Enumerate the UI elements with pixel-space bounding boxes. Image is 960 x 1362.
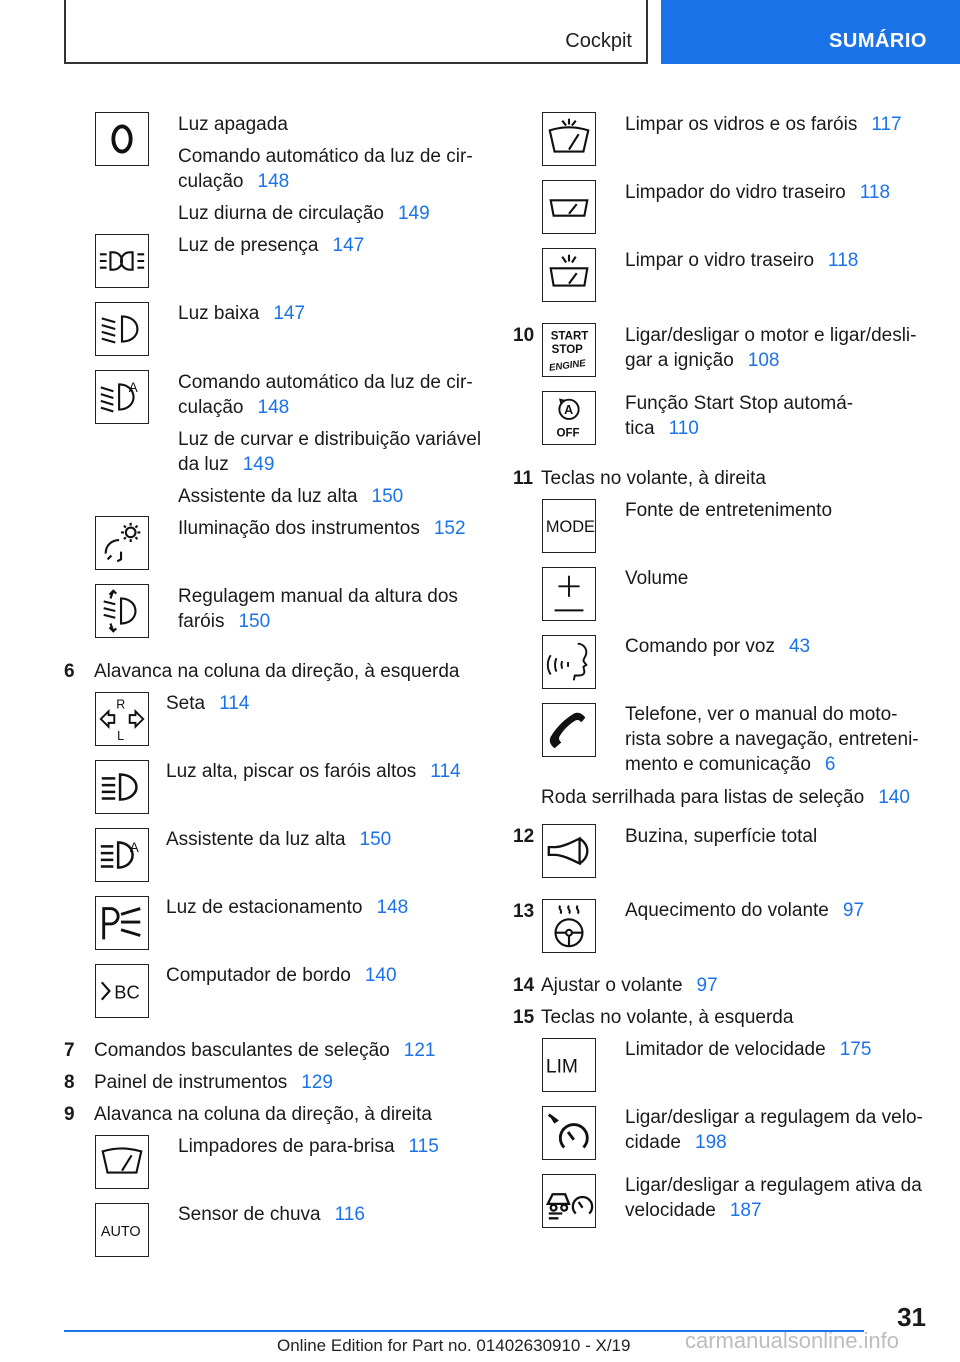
- item-volume: Volume: [625, 568, 689, 589]
- page-ref[interactable]: 110: [668, 418, 699, 439]
- instrument-lighting-icon: [95, 516, 149, 570]
- page-ref[interactable]: 175: [839, 1039, 872, 1060]
- item-active-cruise-l1: Ligar/desligar a regulagem ativa da: [625, 1175, 922, 1196]
- item-turn-signal: Seta 114: [166, 693, 250, 714]
- section-number-12: 12: [513, 826, 535, 847]
- section-7-title: Comandos basculantes de seleção 121: [94, 1040, 436, 1061]
- page-ref[interactable]: 150: [359, 829, 392, 850]
- page-ref[interactable]: 6: [824, 754, 836, 775]
- item-parking-light: Luz de presença 147: [178, 235, 365, 256]
- item-telephone-l3: mento e comunicação 6: [625, 754, 836, 775]
- page-ref[interactable]: 114: [219, 693, 250, 714]
- parking-lights-icon: [95, 234, 149, 288]
- page-ref[interactable]: 118: [859, 182, 891, 203]
- item-voice-command: Comando por voz 43: [625, 636, 811, 657]
- section-number-14: 14: [513, 975, 535, 996]
- board-computer-icon-text: BC: [114, 981, 140, 1003]
- rear-wiper-icon: [542, 180, 596, 234]
- section-9-title: Alavanca na coluna da direção, à direita: [94, 1104, 433, 1125]
- page-ref[interactable]: 117: [871, 114, 902, 135]
- parking-light-icon: [95, 896, 149, 950]
- header-section-box: [64, 0, 648, 64]
- horn-icon: [542, 824, 596, 878]
- light-off-icon: [95, 112, 149, 166]
- page-ref[interactable]: 43: [788, 636, 811, 657]
- item-rear-washer: Limpar o vidro traseiro 118: [625, 250, 859, 271]
- mode-label: MODE: [545, 517, 595, 536]
- item-engine-start-l1: Ligar/desligar o motor e ligar/desli-: [625, 325, 917, 346]
- turn-signal-icon: [95, 692, 149, 746]
- mode-button-icon[interactable]: [542, 499, 596, 553]
- svg-text:L: L: [117, 729, 125, 744]
- section-11-title: Teclas no volante, à direita: [541, 468, 766, 489]
- item-high-beam-assist-2: Assistente da luz alta 150: [166, 829, 392, 850]
- page-ref[interactable]: 148: [257, 171, 290, 192]
- board-computer-icon: [95, 964, 149, 1018]
- page-ref[interactable]: 97: [842, 900, 865, 921]
- item-parking-light-2: Luz de estacionamento 148: [166, 897, 409, 918]
- section-6-title: Alavanca na coluna da direção, à esquerda: [94, 661, 460, 682]
- item-wheel-heating: Aquecimento do volante 97: [625, 900, 865, 921]
- item-entertainment-source: Fonte de entretenimento: [625, 500, 833, 521]
- item-auto-start-stop-l1: Função Start Stop automá-: [625, 393, 854, 414]
- engine-label: ENGINE: [548, 357, 587, 374]
- item-high-beam-assist: Assistente da luz alta 150: [178, 486, 404, 507]
- page-ref[interactable]: 152: [433, 518, 466, 539]
- svg-text:R: R: [116, 697, 126, 712]
- page-ref[interactable]: 149: [397, 203, 430, 224]
- item-active-cruise-l2: velocidade 187: [625, 1200, 762, 1221]
- page-ref[interactable]: 150: [371, 486, 404, 507]
- item-auto-light-l2: culação 148: [178, 171, 290, 192]
- speed-limiter-icon[interactable]: [542, 1038, 596, 1092]
- auto-start-stop-icon[interactable]: [542, 391, 596, 445]
- toc-button[interactable]: [661, 0, 960, 64]
- item-cornering-l1: Luz de curvar e distribuição variável: [178, 429, 482, 450]
- rain-sensor-icon-text: AUTO: [100, 1223, 141, 1240]
- telephone-icon[interactable]: [542, 703, 596, 757]
- item-instrument-lighting: Iluminação dos instrumentos 152: [178, 518, 466, 539]
- item-engine-start-l2: gar a ignição 108: [625, 350, 780, 371]
- item-rain-sensor: Sensor de chuva 116: [178, 1204, 365, 1225]
- page-ref[interactable]: 114: [430, 761, 461, 782]
- rear-washer-icon: [542, 248, 596, 302]
- toc-button-label: SUMÁRIO: [829, 30, 927, 52]
- wash-windows-icon: [542, 112, 596, 166]
- low-beam-icon: [95, 302, 149, 356]
- item-horn: Buzina, superfície total: [625, 826, 818, 847]
- page-ref[interactable]: 118: [828, 250, 859, 271]
- lim-label: LIM: [545, 1056, 578, 1078]
- item-telephone-l2: rista sobre a navegação, entreteni-: [625, 729, 919, 750]
- stop-label: STOP: [551, 343, 583, 356]
- section-number-15: 15: [513, 1007, 535, 1028]
- volume-icon[interactable]: [542, 567, 596, 621]
- page-ref[interactable]: 140: [364, 965, 397, 986]
- svg-text:A: A: [129, 840, 139, 856]
- page-ref[interactable]: 140: [878, 787, 910, 808]
- item-board-computer: Computador de bordo 140: [166, 965, 397, 986]
- page-number: 31: [897, 1302, 926, 1332]
- section-number-10: 10: [513, 325, 535, 346]
- rain-sensor-icon: [95, 1203, 149, 1257]
- footer-edition: Online Edition for Part no. 01402630910 - X/19: [277, 1336, 631, 1355]
- item-daytime-light: Luz diurna de circulação 149: [178, 203, 430, 224]
- headlight-range-icon: [95, 584, 149, 638]
- page-ref[interactable]: 116: [334, 1204, 365, 1225]
- section-number-8: 8: [64, 1072, 75, 1093]
- auto-label: A: [564, 403, 574, 418]
- page-ref[interactable]: 187: [729, 1200, 762, 1221]
- page-ref[interactable]: 149: [242, 454, 275, 475]
- page-ref[interactable]: 115: [408, 1136, 439, 1157]
- cruise-control-icon[interactable]: [542, 1106, 596, 1160]
- high-beam-assist-icon: [95, 828, 149, 882]
- page-ref[interactable]: 148: [257, 397, 290, 418]
- voice-command-icon[interactable]: [542, 635, 596, 689]
- page-ref[interactable]: 150: [238, 611, 271, 632]
- item-cruise-control-l2: cidade 198: [625, 1132, 727, 1153]
- page-ref[interactable]: 108: [747, 350, 780, 371]
- item-high-beam: Luz alta, piscar os faróis altos 114: [166, 761, 461, 782]
- item-cornering-l2: da luz 149: [178, 454, 275, 475]
- off-label: OFF: [556, 427, 580, 440]
- section-15-title: Teclas no volante, à esquerda: [541, 1007, 794, 1028]
- section-number-7: 7: [64, 1040, 75, 1061]
- start-label: START: [550, 330, 589, 343]
- section-8-title: Painel de instrumentos 129: [94, 1072, 333, 1093]
- page-ref[interactable]: 147: [332, 235, 365, 256]
- steering-wheel-heating-icon[interactable]: [542, 899, 596, 953]
- item-speed-limiter: Limitador de velocidade 175: [625, 1039, 872, 1060]
- item-wash-windows: Limpar os vidros e os faróis 117: [625, 114, 902, 135]
- item-wipers: Limpadores de para-brisa 115: [178, 1136, 439, 1157]
- item-auto-start-stop-l2: tica 110: [625, 418, 699, 439]
- item-auto-light-l1: Comando automático da luz de cir-: [178, 146, 473, 167]
- page-ref[interactable]: 97: [696, 975, 718, 996]
- item-cruise-control-l1: Ligar/desligar a regulagem da velo-: [625, 1107, 923, 1128]
- watermark: carmanualsonline.info: [685, 1328, 900, 1353]
- start-stop-engine-icon[interactable]: [542, 323, 596, 377]
- item-rear-wiper: Limpador do vidro traseiro 118: [625, 182, 891, 203]
- item-auto-light2-l2: culação 148: [178, 397, 290, 418]
- auto-headlight-icon: [95, 370, 149, 424]
- high-beam-icon: [95, 760, 149, 814]
- item-headlight-range-l2: faróis 150: [178, 611, 271, 632]
- page-ref[interactable]: 198: [695, 1132, 727, 1153]
- item-headlight-range-l1: Regulagem manual da altura dos: [178, 586, 458, 607]
- section-14-title: Ajustar o volante 97: [541, 975, 718, 996]
- section-number-9: 9: [64, 1104, 75, 1125]
- section-title: Cockpit: [565, 30, 632, 52]
- item-thumbwheel: Roda serrilhada para listas de seleção 140: [541, 787, 910, 808]
- item-telephone-l1: Telefone, ver o manual do moto-: [625, 704, 898, 725]
- page-ref[interactable]: 121: [403, 1040, 436, 1061]
- item-auto-light2-l1: Comando automático da luz de cir-: [178, 372, 473, 393]
- active-cruise-control-icon[interactable]: [542, 1174, 596, 1228]
- section-number-11: 11: [513, 468, 534, 489]
- section-number-6: 6: [64, 661, 75, 682]
- page-ref[interactable]: 147: [273, 303, 306, 324]
- section-number-13: 13: [513, 901, 535, 922]
- svg-text:A: A: [128, 380, 138, 396]
- item-low-beam: Luz baixa 147: [178, 303, 306, 324]
- item-light-off: Luz apagada: [178, 114, 288, 135]
- windscreen-wiper-icon: [95, 1135, 149, 1189]
- page-ref[interactable]: 148: [376, 897, 409, 918]
- page-ref[interactable]: 129: [301, 1072, 333, 1093]
